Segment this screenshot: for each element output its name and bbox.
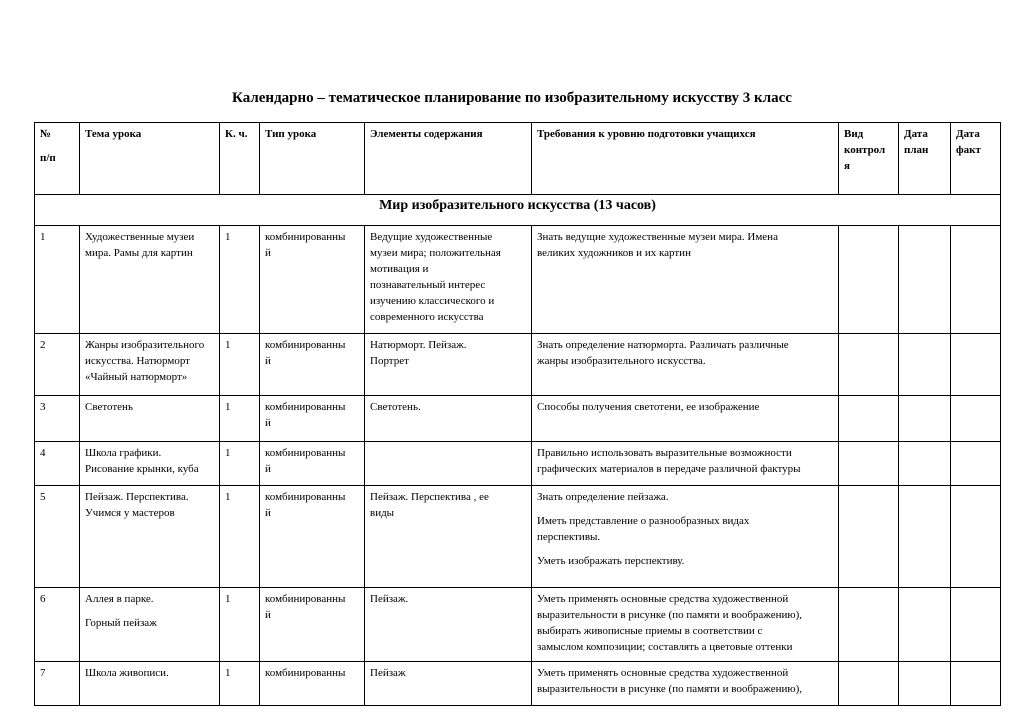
cell-type: комбинированны й (260, 226, 365, 334)
cell-date-plan (899, 334, 951, 396)
cell-content: Пейзаж. (365, 588, 532, 662)
cell-type: комбинированны й (260, 588, 365, 662)
header-control: Вид контрол я (839, 123, 899, 195)
header-requirements: Требования к уровню подготовки учащихся (532, 123, 839, 195)
cell-hours: 1 (220, 662, 260, 706)
cell-hours: 1 (220, 226, 260, 334)
header-date-plan: Дата план (899, 123, 951, 195)
cell-date-plan (899, 226, 951, 334)
cell-content: Натюрморт. Пейзаж. Портрет (365, 334, 532, 396)
cell-requirements: Знать определение натюрморта. Различать различные жанры изобразительного искусства. (532, 334, 839, 396)
table-row (35, 486, 1001, 588)
cell-requirements: Правильно использовать выразительные возможности графических материалов в передаче различной фактуры (532, 442, 839, 486)
table-row (35, 334, 1001, 396)
cell-topic: Жанры изобразительного искусства. Натюрморт «Чайный натюрморт» (80, 334, 220, 396)
cell-content: Светотень. (365, 396, 532, 442)
cell-num: 7 (35, 662, 80, 706)
table-row (35, 662, 1001, 706)
cell-type: комбинированны й (260, 486, 365, 588)
cell-hours: 1 (220, 442, 260, 486)
cell-num: 2 (35, 334, 80, 396)
cell-hours: 1 (220, 334, 260, 396)
cell-num: 3 (35, 396, 80, 442)
cell-date-fact (951, 226, 1001, 334)
cell-date-plan (899, 486, 951, 588)
cell-content: Пейзаж (365, 662, 532, 706)
cell-date-plan (899, 396, 951, 442)
cell-requirements: Уметь применять основные средства художественной выразительности в рисунке (по памяти и воображению), выбирать живописные приемы в соответствии с замыслом композиции; составлять а цветовые оттенки (532, 588, 839, 662)
cell-content: Ведущие художественные музеи мира; положительная мотивация и познавательный интерес изучению классического и современного искусства (365, 226, 532, 334)
table-row (35, 588, 1001, 662)
cell-topic: Школа живописи. (80, 662, 220, 706)
cell-date-fact (951, 662, 1001, 706)
header-content: Элементы содержания (365, 123, 532, 195)
cell-hours: 1 (220, 588, 260, 662)
cell-topic: Пейзаж. Перспектива. Учимся у мастеров (80, 486, 220, 588)
planning-table (34, 122, 1001, 706)
cell-requirements: Уметь применять основные средства художественной выразительности в рисунке (по памяти и воображению), (532, 662, 839, 706)
cell-control (839, 486, 899, 588)
header-hours: К. ч. (220, 123, 260, 195)
cell-num: 6 (35, 588, 80, 662)
cell-date-plan (899, 662, 951, 706)
header-topic: Тема урока (80, 123, 220, 195)
cell-type: комбинированны (260, 662, 365, 706)
cell-topic: Светотень (80, 396, 220, 442)
cell-requirements: Знать определение пейзажа. Иметь представление о разнообразных видах перспективы. Уметь изображать перспективу. (532, 486, 839, 588)
cell-date-fact (951, 334, 1001, 396)
cell-control (839, 334, 899, 396)
cell-control (839, 226, 899, 334)
cell-date-plan (899, 442, 951, 486)
header-type: Тип урока (260, 123, 365, 195)
cell-num: 5 (35, 486, 80, 588)
page-title: Календарно – тематическое планирование по изобразительному искусству 3 класс (232, 90, 792, 106)
header-row (35, 123, 1001, 195)
cell-type: комбинированны й (260, 442, 365, 486)
cell-requirements: Знать ведущие художественные музеи мира. Имена великих художников и их картин (532, 226, 839, 334)
header-num: № п/п (35, 123, 80, 195)
cell-date-fact (951, 486, 1001, 588)
cell-num: 4 (35, 442, 80, 486)
cell-date-fact (951, 442, 1001, 486)
table-row (35, 396, 1001, 442)
cell-type: комбинированны й (260, 396, 365, 442)
cell-requirements: Способы получения светотени, ее изображение (532, 396, 839, 442)
cell-control (839, 396, 899, 442)
table-row (35, 226, 1001, 334)
cell-type: комбинированны й (260, 334, 365, 396)
cell-content (365, 442, 532, 486)
cell-hours: 1 (220, 396, 260, 442)
cell-date-fact (951, 588, 1001, 662)
cell-num: 1 (35, 226, 80, 334)
cell-topic: Художественные музеи мира. Рамы для картин (80, 226, 220, 334)
section-row (35, 195, 1001, 226)
cell-topic: Аллея в парке. Горный пейзаж (80, 588, 220, 662)
cell-date-fact (951, 396, 1001, 442)
section-title: Мир изобразительного искусства (13 часов) (35, 195, 1001, 226)
cell-hours: 1 (220, 486, 260, 588)
cell-content: Пейзаж. Перспектива , ее виды (365, 486, 532, 588)
cell-control (839, 662, 899, 706)
cell-control (839, 588, 899, 662)
cell-control (839, 442, 899, 486)
cell-topic: Школа графики. Рисование крынки, куба (80, 442, 220, 486)
table-row (35, 442, 1001, 486)
cell-date-plan (899, 588, 951, 662)
header-date-fact: Дата факт (951, 123, 1001, 195)
